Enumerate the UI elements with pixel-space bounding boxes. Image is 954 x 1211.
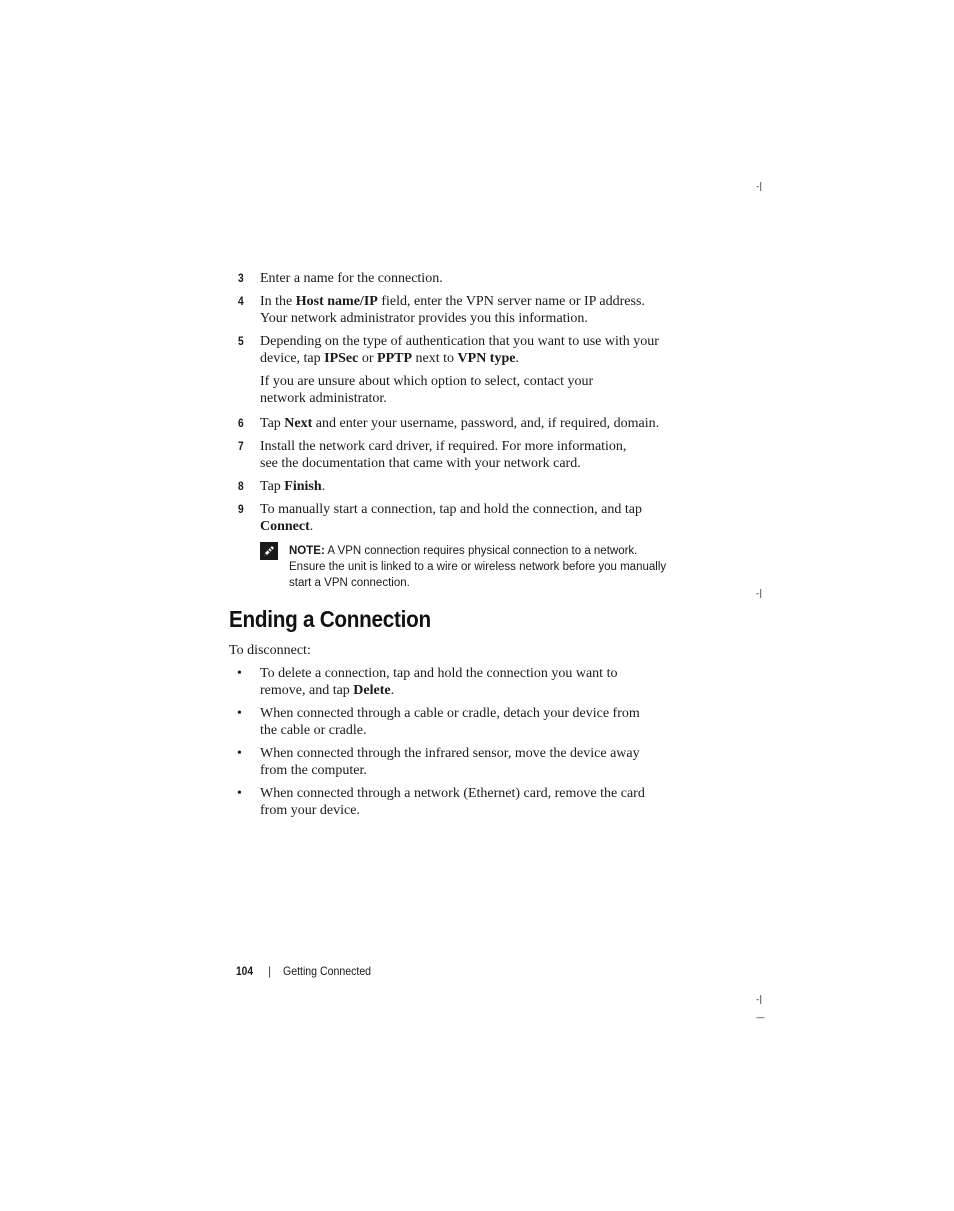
step-text (260, 293, 670, 327)
note-body: A VPN connection requires physical connection to a network. Ensure the unit is linked to a wire or wireless network before you manually start a VPN connection. (289, 545, 667, 589)
bold-term: Host name/IP (295, 294, 378, 309)
bold-term: VPN type (457, 351, 516, 366)
step-text (260, 415, 690, 432)
bullet-text (260, 705, 660, 739)
text-run: Depending on the type of authentication that you want to use with your device, tap (260, 334, 659, 366)
pencil-note-icon (260, 542, 278, 560)
bullet-text (260, 785, 670, 819)
text-run: field, enter the VPN server name or IP address. Your network administrator provides you this information. (260, 294, 645, 326)
step-5-followup: If you are unsure about which option to select, contact your network administrator. (260, 374, 594, 406)
step-number: 5 (238, 334, 244, 348)
text-run: When connected through a cable or cradle, detach your device from the cable or cradle. (260, 706, 640, 738)
bullet-icon: • (237, 666, 242, 681)
page-number: 104 (236, 964, 254, 978)
text-run: To delete a connection, tap and hold the connection you want to remove, and tap (260, 666, 618, 698)
bold-term: Connect (260, 519, 310, 534)
text-run: Enter a name for the connection. (260, 271, 443, 286)
step-text (260, 478, 680, 495)
step-number: 9 (238, 502, 244, 516)
text-run: To manually start a connection, tap and hold the connection, and tap (260, 502, 642, 517)
section-intro: To disconnect: (229, 643, 311, 658)
bullet-icon: • (237, 786, 242, 801)
bullet-text (260, 665, 645, 699)
text-run: . (321, 479, 326, 494)
text-run: In the (260, 294, 296, 309)
bullet-icon: • (237, 706, 242, 721)
step-number: 8 (238, 479, 244, 493)
text-run: . (390, 683, 395, 698)
text-run: or (358, 351, 378, 366)
bold-term: Next (284, 416, 313, 431)
step-text (260, 501, 650, 535)
text-run: and enter your username, password, and, if required, domain. (312, 416, 660, 431)
step-text (260, 270, 680, 287)
page-footer (236, 964, 372, 978)
bullet-text (260, 745, 660, 779)
step-number: 6 (238, 416, 244, 430)
crop-mark: -| (756, 995, 763, 1005)
step-number: 4 (238, 294, 244, 308)
step-number: 7 (238, 439, 244, 453)
text-run: . (309, 519, 314, 534)
bold-term: IPSec (324, 351, 359, 366)
crop-mark: -| (756, 589, 763, 599)
note-label: NOTE: (289, 545, 325, 557)
text-run: Tap (260, 416, 285, 431)
crop-mark: -| (756, 182, 763, 192)
text-run: When connected through the infrared sensor, move the device away from the computer. (260, 746, 640, 778)
bold-term: Delete (353, 683, 391, 698)
text-run: Tap (260, 479, 285, 494)
section-heading: Ending a Connection (229, 606, 431, 632)
bold-term: PPTP (377, 351, 413, 366)
text-run: next to (412, 351, 458, 366)
bullet-icon: • (237, 746, 242, 761)
step-number: 3 (238, 271, 244, 285)
text-run: Install the network card driver, if required. For more information, see the documentation that came with your network card. (260, 439, 627, 471)
note-text (289, 543, 669, 591)
step-text (260, 333, 660, 367)
text-run: When connected through a network (Ethernet) card, remove the card from your device. (260, 786, 645, 818)
footer-separator: | (268, 964, 272, 978)
text-run: . (515, 351, 519, 366)
step-text (260, 438, 645, 472)
footer-section-title: Getting Connected (283, 964, 372, 978)
crop-mark: — (756, 1013, 765, 1023)
bold-term: Finish (284, 479, 322, 494)
